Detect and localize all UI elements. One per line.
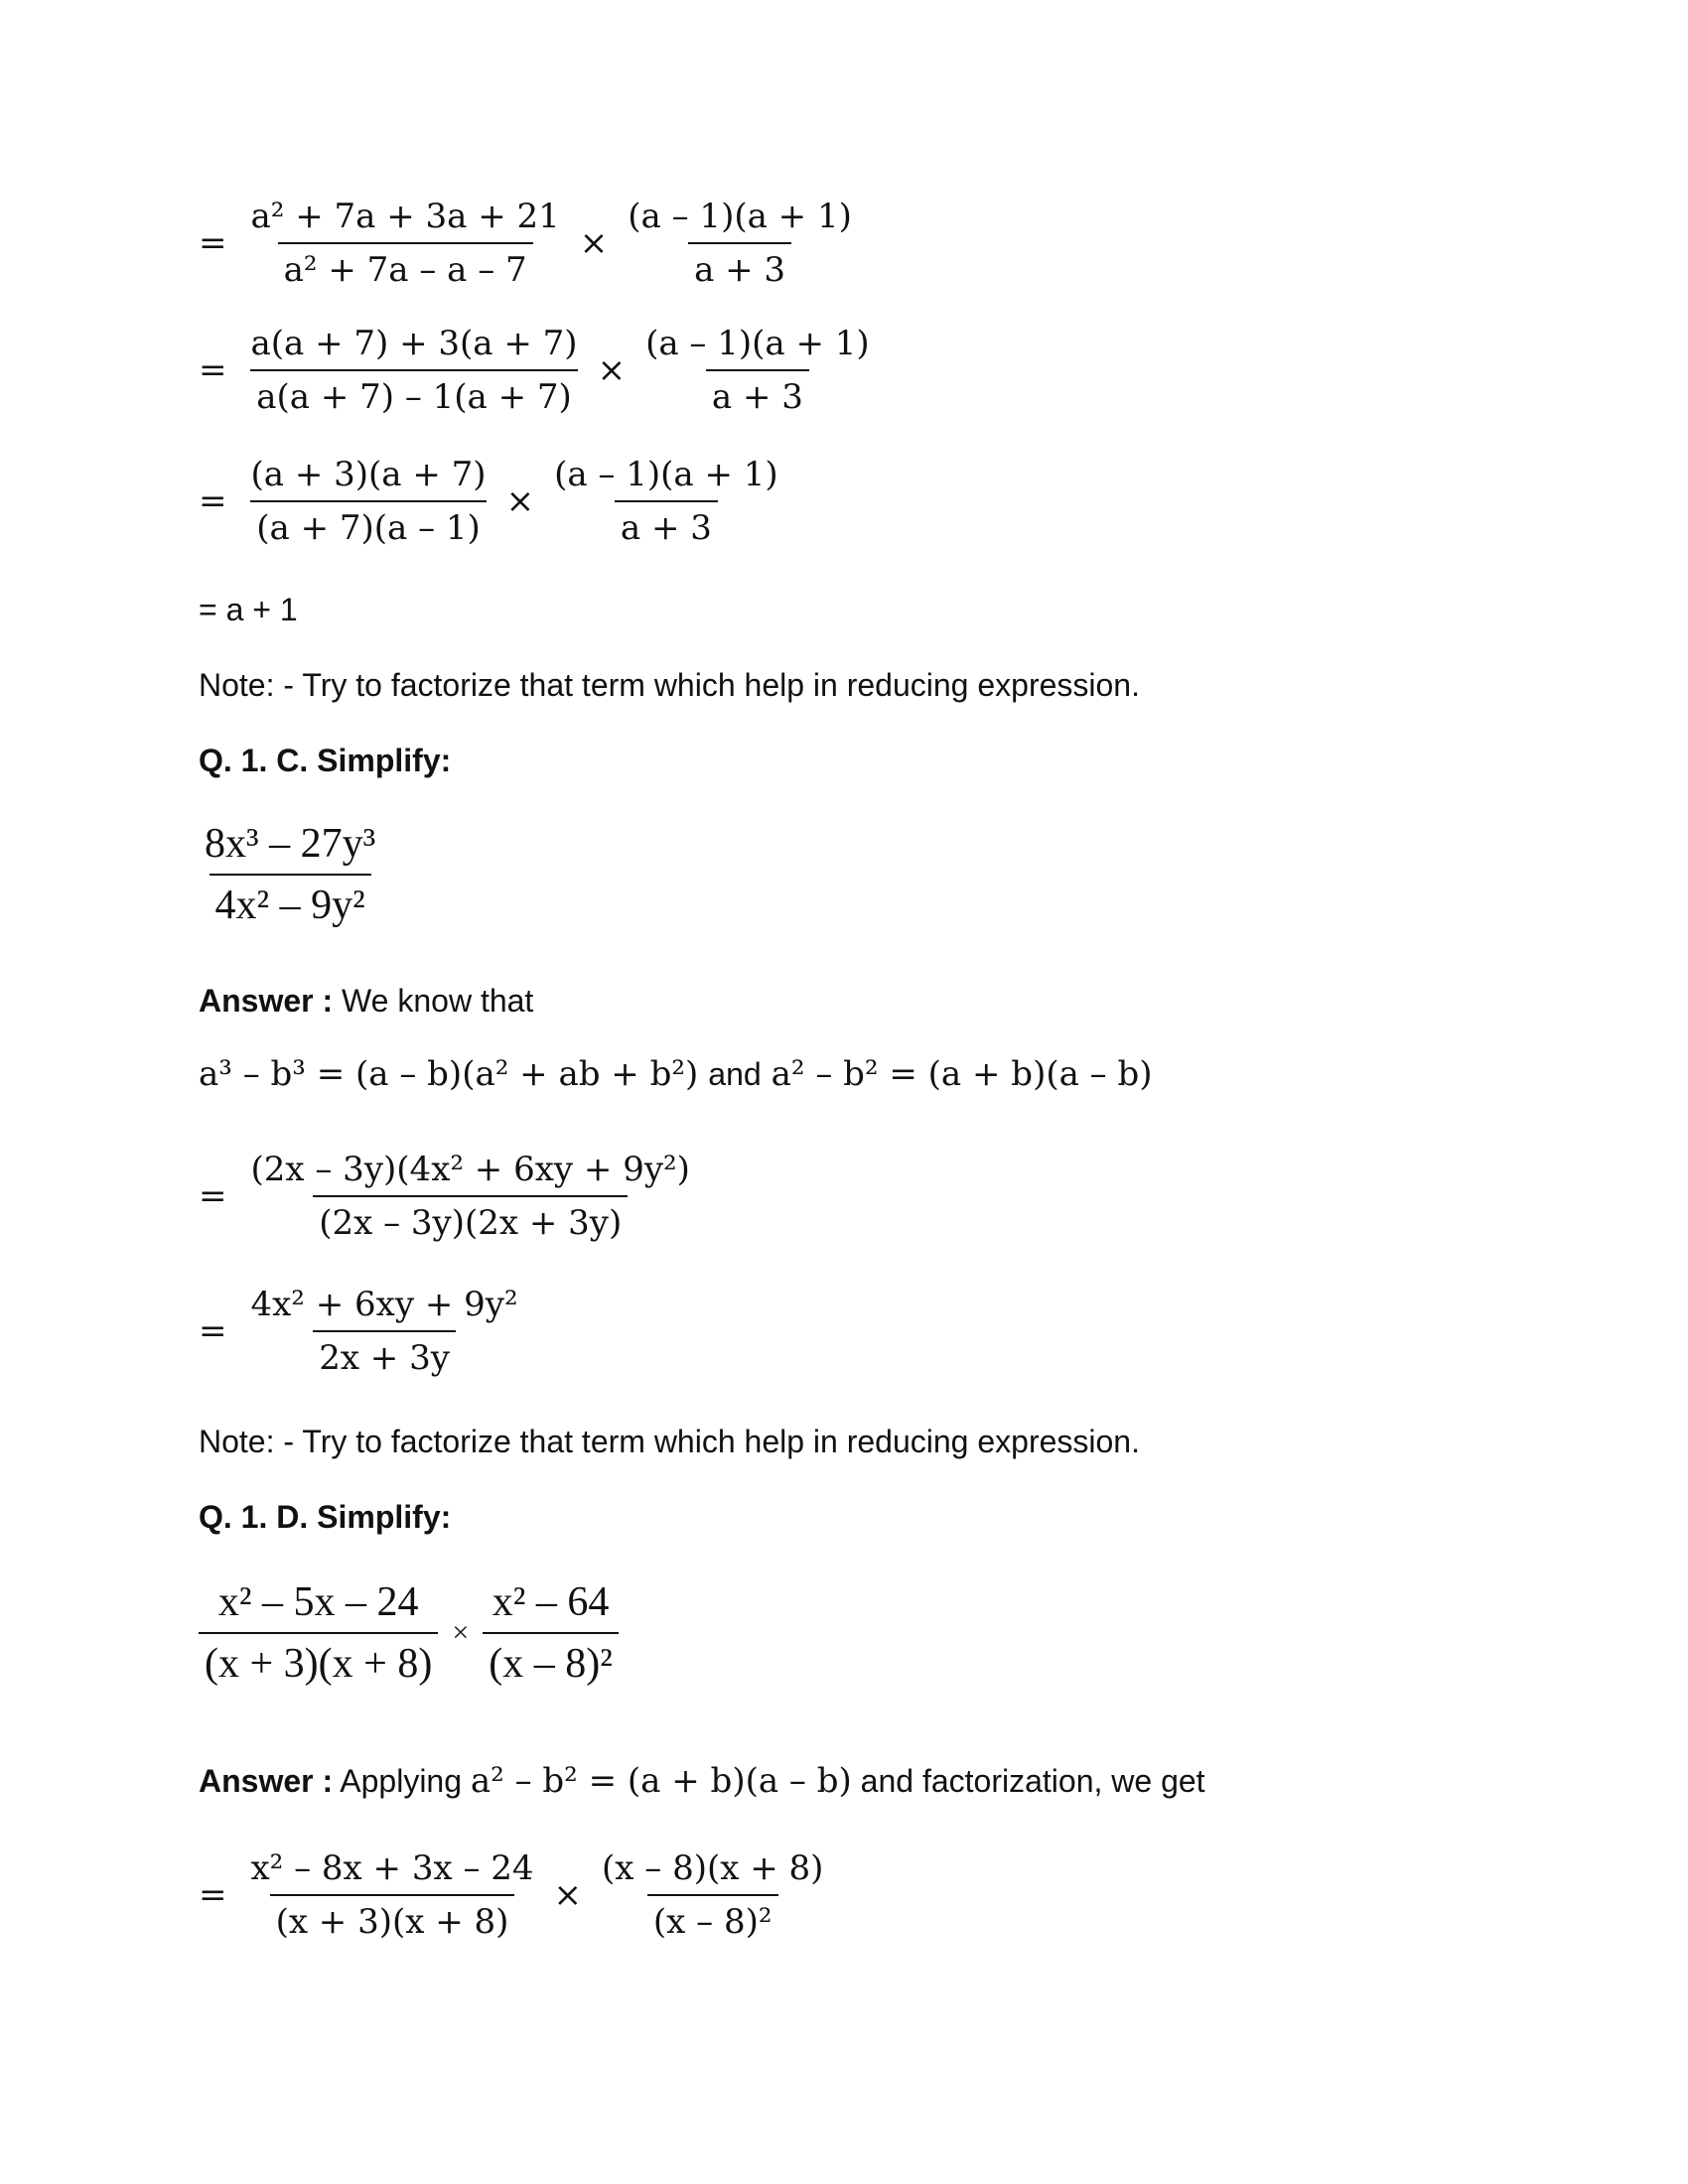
fraction-1	[245, 1848, 540, 1942]
question-heading-1c: Q. 1. C. Simplify:	[199, 743, 452, 778]
and-text: and	[708, 1056, 762, 1092]
answer-text-pre: Applying	[333, 1763, 471, 1799]
numerator: x² – 64	[492, 1579, 610, 1625]
answer-text: We know that	[333, 983, 534, 1019]
denominator: a + 3	[615, 500, 718, 548]
fraction	[245, 1285, 524, 1378]
equation-1c-step-2	[199, 1285, 524, 1378]
question-heading-1d: Q. 1. D. Simplify:	[199, 1499, 452, 1535]
times-sign: ×	[452, 1616, 470, 1649]
numerator: 8x³ – 27y³	[205, 821, 376, 867]
question-1d-expression	[199, 1578, 619, 1688]
times-sign: ×	[579, 223, 609, 263]
equals-sign: =	[199, 1875, 227, 1915]
identity-difference-of-squares: a² – b² = (a + b)(a – b)	[470, 1761, 852, 1801]
numerator: a(a + 7) + 3(a + 7)	[250, 324, 578, 363]
numerator: (a – 1)(a + 1)	[645, 324, 870, 363]
denominator: (x + 3)(x + 8)	[270, 1894, 515, 1942]
times-sign: ×	[597, 350, 627, 390]
identities-line	[199, 1054, 1153, 1094]
note-1: Note: - Try to factorize that term which help in reducing expression.	[199, 667, 1140, 703]
denominator: a(a + 7) – 1(a + 7)	[250, 369, 578, 417]
equals-sign: =	[199, 223, 227, 263]
numerator: x² – 5x – 24	[217, 1579, 419, 1625]
denominator: (x – 8)²	[483, 1632, 619, 1688]
denominator: 4x² – 9y²	[210, 874, 371, 929]
question-1c-expression	[199, 820, 381, 929]
equals-sign: =	[199, 481, 227, 521]
times-sign: ×	[505, 481, 535, 521]
denominator: (a + 7)(a – 1)	[250, 500, 487, 548]
equals-sign: =	[199, 1311, 227, 1351]
equation-step-1	[199, 197, 858, 290]
numerator: a² + 7a + 3a + 21	[250, 197, 560, 236]
answer-label: Answer :	[199, 1763, 334, 1799]
denominator: a + 3	[706, 369, 809, 417]
answer-line-1d	[199, 1761, 1205, 1801]
denominator: (2x – 3y)(2x + 3y)	[313, 1195, 628, 1243]
fraction-2	[548, 455, 784, 548]
identity-difference-of-cubes: a³ – b³ = (a – b)(a² + ab + b²)	[199, 1054, 699, 1094]
result-line: = a + 1	[199, 592, 298, 627]
numerator: (a – 1)(a + 1)	[554, 455, 778, 494]
fraction-2	[622, 197, 858, 290]
answer-line-1c	[199, 981, 533, 1021]
denominator: 2x + 3y	[313, 1330, 456, 1378]
equals-sign: =	[199, 350, 227, 390]
denominator: (x – 8)²	[647, 1894, 778, 1942]
equation-1c-step-1	[199, 1150, 696, 1243]
fraction-2	[639, 324, 876, 417]
equation-step-2	[199, 324, 876, 417]
note-2: Note: - Try to factorize that term which help in reducing expression.	[199, 1424, 1140, 1459]
fraction-1	[245, 197, 566, 290]
numerator: (2x – 3y)(4x² + 6xy + 9y²)	[250, 1150, 690, 1189]
numerator: (a – 1)(a + 1)	[628, 197, 852, 236]
fraction-1	[245, 324, 584, 417]
fraction-1	[199, 1578, 438, 1688]
equation-step-3	[199, 455, 784, 548]
numerator: (a + 3)(a + 7)	[250, 455, 487, 494]
fraction-2	[596, 1848, 829, 1942]
fraction	[199, 820, 381, 929]
answer-label: Answer :	[199, 983, 334, 1019]
numerator: (x – 8)(x + 8)	[602, 1848, 824, 1888]
times-sign: ×	[553, 1875, 583, 1915]
equals-sign: =	[199, 1176, 227, 1216]
equation-1d-step-1	[199, 1848, 829, 1942]
denominator: a² + 7a – a – 7	[278, 242, 533, 290]
fraction-1	[245, 455, 492, 548]
answer-text-post: and factorization, we get	[851, 1763, 1205, 1799]
fraction	[245, 1150, 696, 1243]
identity-difference-of-squares: a² – b² = (a + b)(a – b)	[771, 1054, 1153, 1094]
denominator: a + 3	[688, 242, 791, 290]
denominator: (x + 3)(x + 8)	[199, 1632, 438, 1688]
fraction-2	[483, 1578, 619, 1688]
numerator: 4x² + 6xy + 9y²	[250, 1285, 518, 1324]
numerator: x² – 8x + 3x – 24	[250, 1848, 534, 1888]
